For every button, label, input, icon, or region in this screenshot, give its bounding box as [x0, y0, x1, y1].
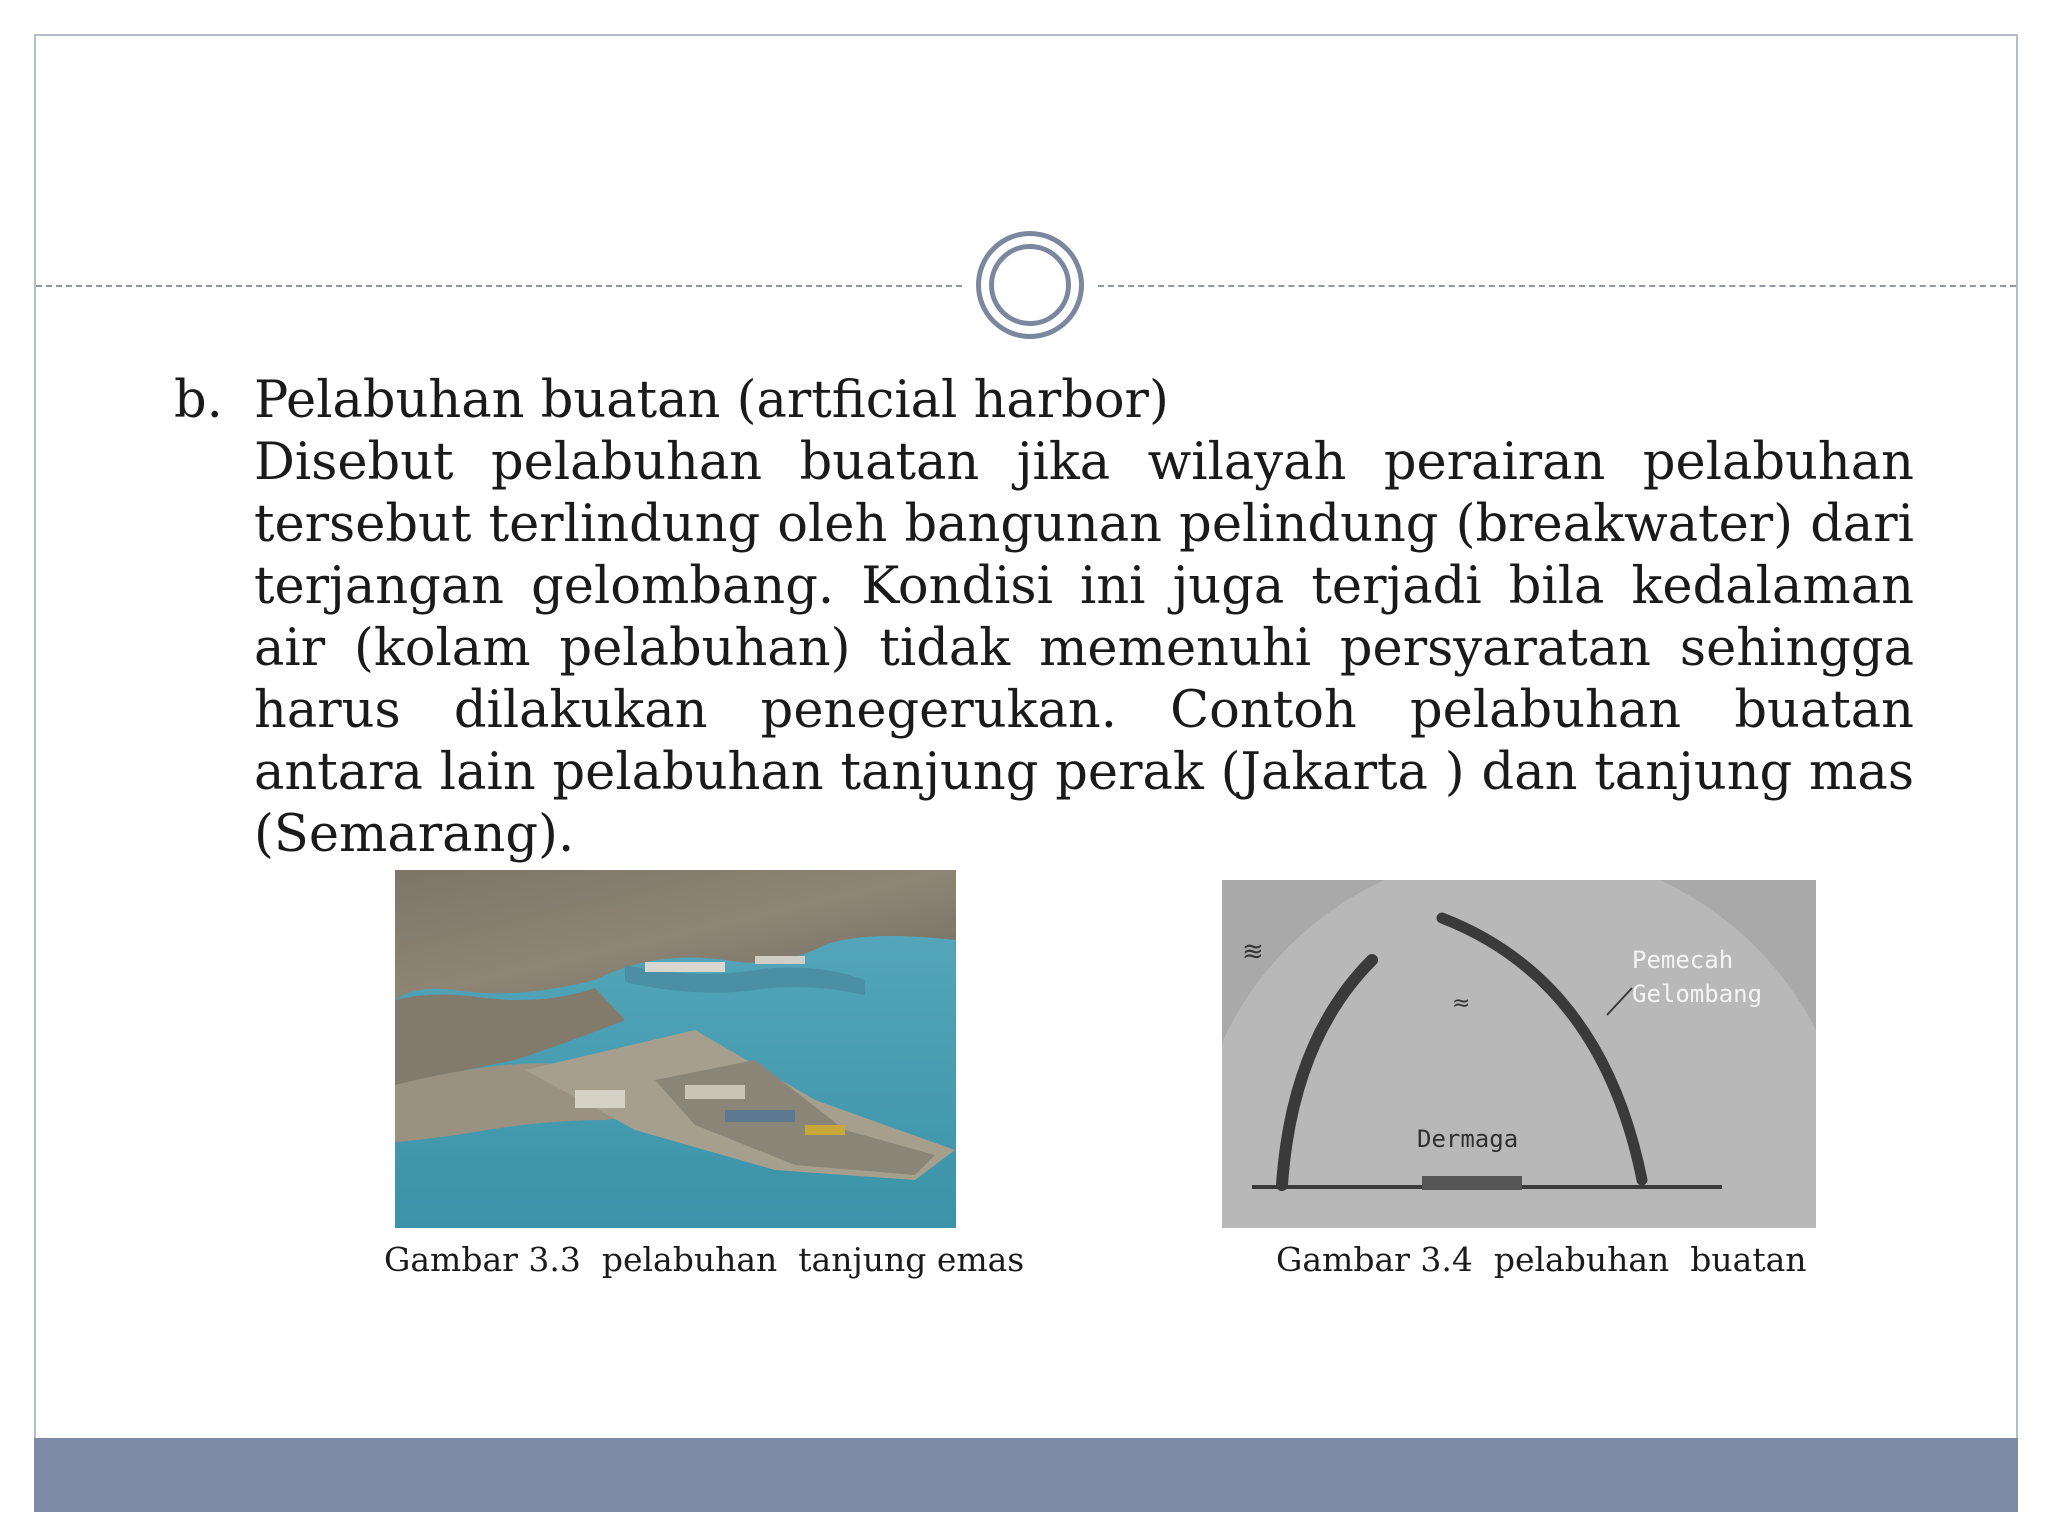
divider-ring-inner — [989, 244, 1071, 326]
slide-body — [174, 370, 1914, 866]
title-divider-right — [1098, 285, 2016, 287]
breakwater-label-line2: Gelombang — [1632, 980, 1763, 1008]
title-divider-left — [36, 285, 962, 287]
breakwater-diagram — [1222, 880, 1816, 1228]
divider-ring-ornament — [976, 231, 1084, 339]
harbor-aerial-photo — [395, 870, 956, 1228]
wave-symbol-left: ≋ — [1242, 937, 1264, 967]
list-marker: b. — [174, 371, 223, 430]
body-paragraph: Disebut pelabuhan buatan jika wilayah perairan pelabuhan tersebut terlindung oleh bangunan pelindung (breakwater) dari terjangan gelombang. Kondisi ini juga terjadi bila kedalaman air (kolam pelabuhan) tidak memenuhi persyaratan sehingga harus dilakukan penegerukan. Contoh pelabuhan buatan antara lain pelabuhan tanjung perak (Jakarta ) dan tanjung mas (Semarang). — [254, 433, 1914, 864]
figure-caption-2: Gambar 3.4 pelabuhan buatan — [1276, 1240, 1807, 1279]
wave-symbol-inner: ≈ — [1452, 991, 1471, 1016]
heading-text: Pelabuhan buatan (artficial harbor) — [254, 371, 1169, 430]
pier-label: Dermaga — [1417, 1125, 1519, 1153]
breakwater-label-line1: Pemecah — [1632, 946, 1734, 974]
list-heading — [174, 370, 1914, 432]
footer-bar — [34, 1438, 2018, 1512]
figure-caption-1: Gambar 3.3 pelabuhan tanjung emas — [384, 1240, 1025, 1279]
